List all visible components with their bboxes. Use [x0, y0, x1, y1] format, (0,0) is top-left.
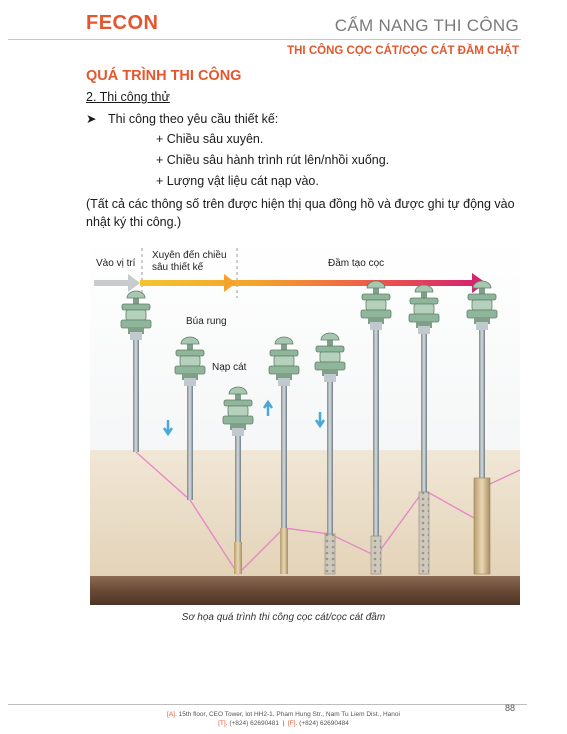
header-divider — [8, 39, 521, 40]
contact-separator: | — [280, 720, 287, 727]
company-logo: FECON — [86, 12, 159, 34]
label-stage-penetrate-1: Xuyên đến chiều — [152, 250, 227, 261]
bullet-text: Thi công theo yêu cầu thiết kế: — [108, 112, 279, 126]
label-stage-penetrate-2: sâu thiết kế — [152, 262, 204, 273]
label-hammer: Búa rung — [186, 316, 227, 327]
list-item: + Chiều sâu xuyên. — [156, 132, 264, 146]
bedrock-layer — [90, 576, 520, 605]
sub-heading: 2. Thi công thử — [86, 90, 170, 104]
construction-diagram — [90, 238, 520, 605]
list-item: + Lượng vật liệu cát nạp vào. — [156, 174, 319, 188]
address-tag: [A]. — [167, 711, 177, 718]
figure-caption: Sơ họa quá trình thi công cọc cát/cọc cát đầm — [181, 612, 386, 623]
page-number: 88 — [504, 703, 515, 713]
arrow-positioning — [94, 280, 130, 286]
footer-address — [0, 711, 567, 718]
document-subtitle: THI CÔNG CỌC CÁT/CỌC CÁT ĐẦM CHẶT — [287, 45, 519, 57]
phone-text: (+824) 62690481 — [229, 720, 280, 727]
document-title: CẨM NANG THI CÔNG — [334, 16, 519, 35]
fax-text: (+824) 62690484 — [299, 720, 349, 727]
list-item: + Chiều sâu hành trình rút lên/nhồi xuống. — [156, 153, 390, 167]
phone-tag: [T]. — [218, 720, 228, 727]
bullet-arrow-icon: ➤ — [86, 112, 97, 126]
note-paragraph: (Tất cả các thông số trên được hiện thị qua đồng hồ và được ghi tự động vào nhật ký thi công.) — [86, 197, 515, 229]
fax-tag: [F]. — [287, 720, 298, 727]
footer-divider — [8, 704, 527, 705]
label-sand-feed: Nạp cát — [212, 362, 247, 373]
address-text: 15th floor, CEO Tower, lot HH2-1, Pham Hung Str., Nam Tu Liem Dist., Hanoi — [178, 711, 400, 718]
bullet-row — [86, 111, 278, 126]
label-stage-positioning: Vào vị trí — [96, 258, 136, 269]
label-stage-compaction: Đầm tạo cọc — [328, 258, 385, 269]
section-heading: QUÁ TRÌNH THI CÔNG — [86, 68, 242, 84]
footer-contact — [0, 720, 567, 727]
